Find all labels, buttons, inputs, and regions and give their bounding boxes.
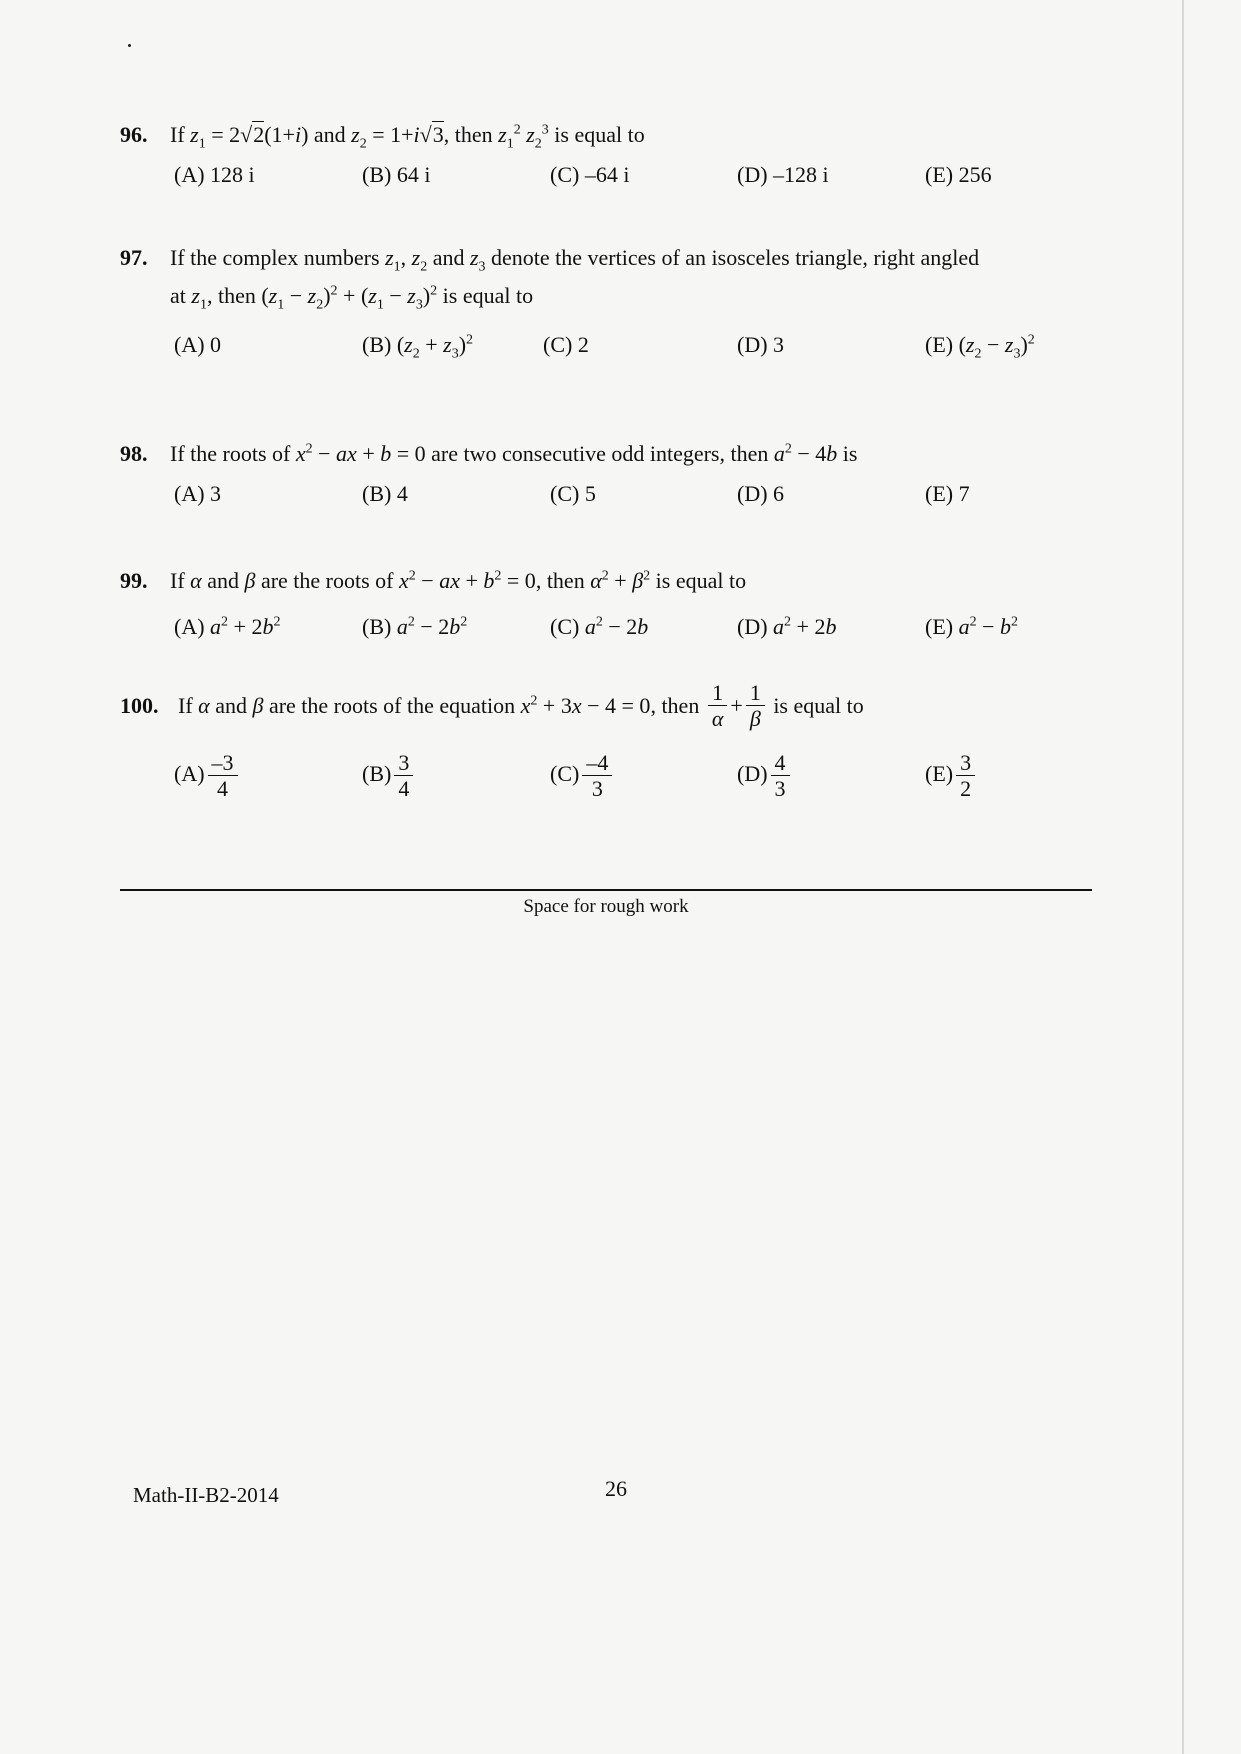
- question-stem-line2: at $z_1$, then $(z_1 - z_2)^2 + (z_1 - z_3)^2$ is equal to: [170, 283, 534, 313]
- question-stem: 97. If the complex numbers $z_1$, $z_2$ and $z_3$ denote the vertices of an isosceles triangle, right angled: [120, 245, 980, 275]
- option-d: (D) 6: [737, 481, 785, 507]
- option-b: (B) $(z_2 + z_3)^2$: [362, 331, 474, 362]
- options: [120, 614, 1100, 654]
- option-d: (D) 3: [737, 331, 785, 357]
- options: [120, 162, 1100, 202]
- divider: [120, 889, 1092, 891]
- option-c: (C) $\frac{-4}{3}$: [550, 750, 615, 802]
- options: [120, 481, 1100, 521]
- option-c: (C) 2: [543, 331, 589, 357]
- paper-code: Math-II-B2-2014: [133, 1483, 279, 1507]
- option-a: (A) 128 i: [174, 162, 255, 188]
- math-z2: $z_2 = 1+i√3$: [351, 122, 444, 152]
- question-98: [120, 441, 1100, 521]
- question-stem: 99. If α and β are the roots of $x^2$ − ax + $b^2 = 0$, then $\alpha^2 + \beta^2$ is equal to: [120, 568, 747, 593]
- rough-work-label: Space for rough work: [523, 896, 689, 917]
- math-z1: $z_1 = 2√2(1+i)$: [190, 122, 309, 152]
- math-expression: $z_1^2$ $z_2^3$: [498, 122, 549, 152]
- question-100: [120, 680, 1100, 810]
- options: [120, 750, 1100, 810]
- option-e: (E) $a^2 - b^2$: [925, 614, 1019, 640]
- question-stem: 98. If the roots of $x^2$ − ax + b = 0 are two consecutive odd integers, then $a^2 - 4b$ is: [120, 441, 858, 466]
- options: [120, 332, 1100, 372]
- option-c: (C) $a^2 - 2b$: [550, 614, 649, 640]
- option-e: (E) 256: [925, 162, 992, 188]
- option-a: (A) $\frac{-3}{4}$: [174, 750, 241, 802]
- question-stem: 96. If $z_1 = 2√2(1+i)$ and $z_2 = 1+i√3$, then $z_1^2$ $z_2^3$ is equal to: [120, 122, 645, 152]
- fraction: $\frac{1}{\alpha}$: [708, 680, 728, 732]
- question-number: 96.: [120, 122, 148, 147]
- question-96: [120, 122, 1100, 202]
- option-e: (E) $(z_2 - z_3)^2$: [925, 331, 1035, 362]
- page-number: 26: [605, 1476, 627, 1501]
- page-edge: [1182, 0, 1184, 1754]
- question-number: 98.: [120, 441, 148, 466]
- option-b: (B) 4: [362, 481, 408, 507]
- option-b: (B) 64 i: [362, 162, 431, 188]
- option-b: (B) $a^2 - 2b^2$: [362, 614, 468, 640]
- question-number: 97.: [120, 245, 148, 270]
- question-99: [120, 568, 1100, 654]
- option-e: (E) 7: [925, 481, 970, 507]
- question-number: 100.: [120, 692, 159, 718]
- option-c: (C) –64 i: [550, 162, 630, 188]
- question-number: 99.: [120, 568, 148, 593]
- option-c: (C) 5: [550, 481, 596, 507]
- option-e: (E) $\frac{3}{2}$: [925, 750, 978, 802]
- option-a: (A) 0: [174, 331, 222, 357]
- fraction: $\frac{1}{\beta}$: [746, 680, 765, 732]
- option-a: (A) $a^2 + 2b^2$: [174, 614, 281, 640]
- option-d: (D) –128 i: [737, 162, 829, 188]
- option-a: (A) 3: [174, 481, 222, 507]
- option-d: (D) $\frac{4}{3}$: [737, 750, 793, 802]
- option-d: (D) $a^2 + 2b$: [737, 614, 837, 640]
- speck: [128, 44, 131, 47]
- option-b: (B) $\frac{3}{4}$: [362, 750, 416, 802]
- question-stem: 100. If α and β are the roots of the equation $x^2 + 3x - 4 = 0$ , then $\frac{1}{\alpha}$ + $\frac{1}{\beta}$ is equal to: [120, 680, 864, 732]
- question-97: [120, 245, 1100, 372]
